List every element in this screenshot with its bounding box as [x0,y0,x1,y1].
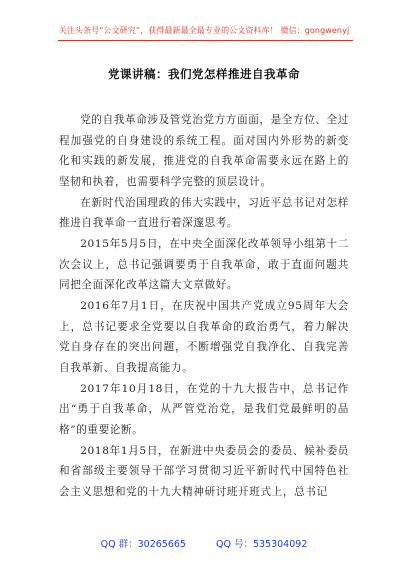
document-body [59,110,349,503]
paragraph: 2017年10月18日，在党的十九大报告中，总书记作出“勇于自我革命，从严管党治党，是我们党最鲜明的品格”的重要论断。 [59,382,349,436]
footer-qq-number: QQ 号：535304092 [215,539,308,550]
footer-qq-group: QQ 群：30265665 [100,539,186,550]
header-divider [58,40,353,41]
paragraph: 2018年1月5日，在新进中央委员会的委员、候补委员和省部级主要领导干部学习贯彻习近平新时代中国特色社会主义思想和党的十九大精神研讨班开班式上，总书记 [59,444,349,498]
footer-contact [0,536,408,550]
paragraph: 在新时代治国理政的伟大实践中，习近平总书记对怎样推进自我革命一直进行着深邃思考。 [59,196,349,229]
header-banner: 关注头条号“公文研究”，获得最新最全最专业的公文资料库！ 微信：gongwenyj [58,26,350,35]
paragraph: 2016年7月1日，在庆祝中国共产党成立95周年大会上，总书记要求全党要以自我革命的政治勇气，着力解决党自身存在的突出问题，不断增强党自我净化、自我完善自我革新、自我提高能力。 [59,300,349,374]
document-title: 党课讲稿：我们党怎样推进自我革命 [108,67,300,81]
paragraph: 2015年5月5日，在中央全面深化改革领导小组第十二次会议上，总书记强调要勇于自我革命，敢于直面问题共同把全面深化改革这篇大文章做好。 [59,238,349,291]
paragraph: 党的自我革命涉及管党治党方方面面，是全方位、全过程加强党的自身建设的系统工程。面对国内外形势的新变化和实践的新发展，推进党的自我革命需要永远在路上的坚韧和执着，也需要科学完整的顶层设计。 [59,114,349,188]
